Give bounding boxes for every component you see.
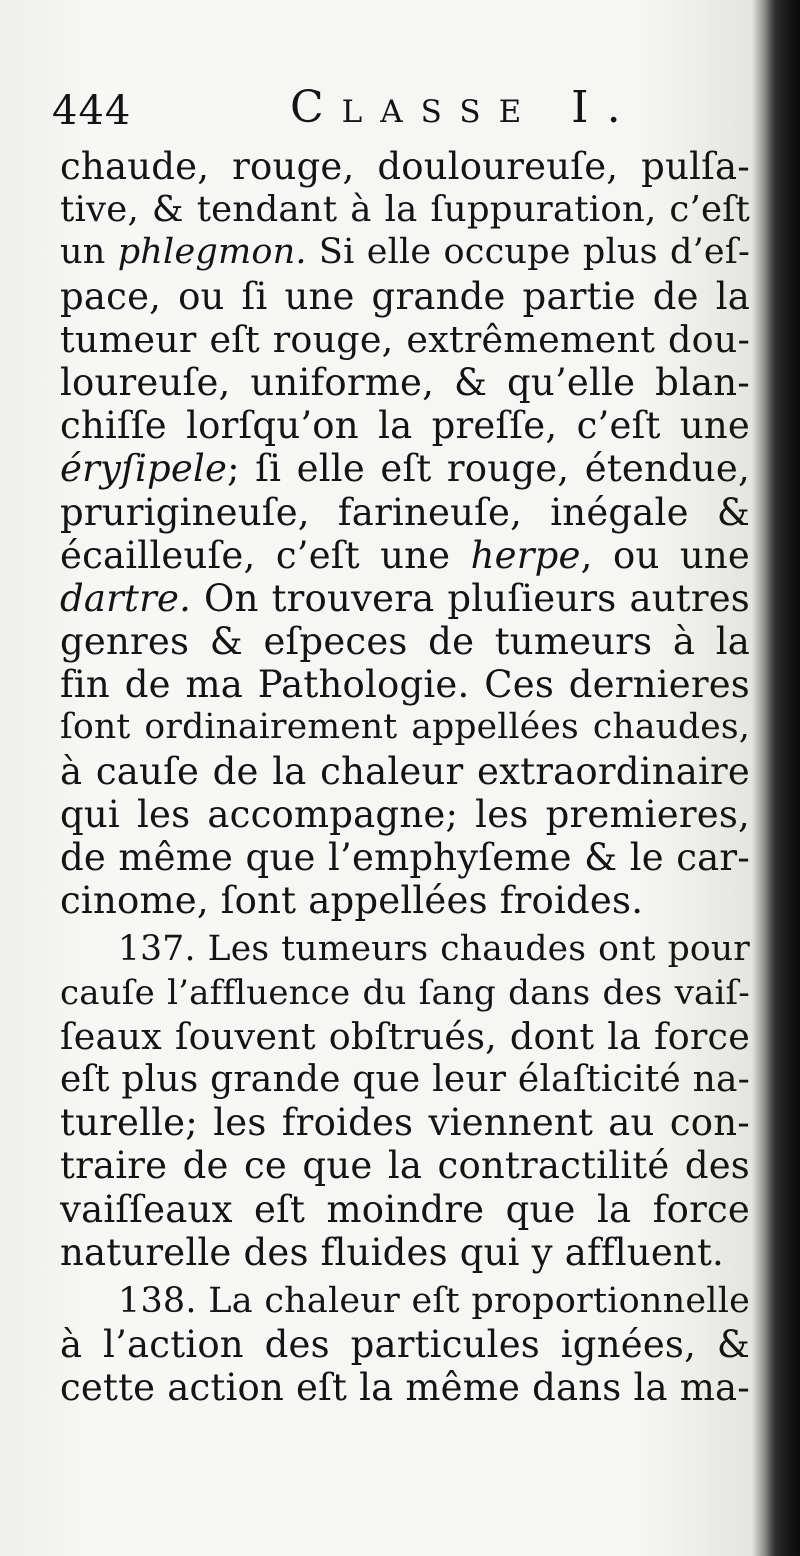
italic-term: éryſipele <box>60 447 228 491</box>
text-line: qui les accompagne; les premieres, <box>60 792 750 836</box>
text-line: genres & eſpeces de tumeurs à la <box>60 620 750 664</box>
paragraph-end-line: naturelle des fluides qui y affluent. <box>60 1230 724 1274</box>
binding-shadow <box>766 0 800 1556</box>
text-run: un <box>60 232 118 273</box>
running-title: Classe I. <box>290 82 639 133</box>
text-line: ſont ordinairement appellées chaudes, <box>60 707 750 748</box>
text-run: ; ſi elle eſt rouge, étendue, <box>227 447 750 491</box>
paragraph-end-line: cinome, ſont appellées froides. <box>60 879 644 923</box>
page-header <box>52 82 752 142</box>
text-line: chaude, rouge, douloureuſe, pulſa- <box>60 145 750 188</box>
text-line: cette action eſt la même dans la ma- <box>60 1366 750 1410</box>
text-run: Si elle occupe plus d’eſ- <box>306 232 751 273</box>
text-line: tive, & tendant à la ſuppuration, c’eſt <box>60 189 750 231</box>
text-line: fin de ma Pathologie. Ces dernieres <box>60 663 750 707</box>
text-line <box>60 447 750 490</box>
page-number: 444 <box>52 88 132 134</box>
text-line: à l’action des particules ignées, & <box>60 1323 750 1367</box>
paragraph-137-start: 137. Les tumeurs chaudes ont pour <box>118 929 750 970</box>
text-run: écailleuſe, c’eſt une <box>60 533 471 577</box>
body-text <box>60 145 750 1409</box>
text-line: tumeur eſt rouge, extrêmement dou- <box>60 317 750 361</box>
text-line: chiſſe lorſqu’on la preſſe, c’eſt une <box>60 404 750 448</box>
italic-term: herpe <box>470 533 581 577</box>
paragraph-138-start: 138. La chaleur eſt proportionnelle <box>118 1280 750 1321</box>
text-line: ſeaux ſouvent obſtrués, dont la force <box>60 1014 750 1058</box>
text-line: vaiſſeaux eſt moindre que la force <box>60 1187 750 1231</box>
text-line: prurigineuſe, farineuſe, inégale & <box>60 490 750 534</box>
text-line: à cauſe de la chaleur extraordinaire <box>60 749 750 793</box>
text-line: traire de ce que la contractilité des <box>60 1144 750 1188</box>
text-line: cauſe l’affluence du ſang dans des vaiſ- <box>60 972 750 1013</box>
text-line <box>60 231 750 274</box>
text-line: de même que l’emphyſeme & le car- <box>60 836 750 879</box>
text-line: pace, ou ſi une grande partie de la <box>60 274 750 318</box>
text-line <box>60 577 750 620</box>
text-line: loureuſe, uniforme, & qu’elle blan- <box>60 360 750 404</box>
italic-term: dartre. <box>60 576 192 620</box>
text-line: eſt plus grande que leur élaſticité na- <box>60 1058 750 1100</box>
text-line: turelle; les froides viennent au con- <box>60 1101 750 1145</box>
text-run: On trouvera pluſieurs autres <box>191 576 750 620</box>
text-run: , ou une <box>580 533 750 577</box>
italic-term: phlegmon. <box>117 232 307 273</box>
text-line <box>60 534 750 577</box>
